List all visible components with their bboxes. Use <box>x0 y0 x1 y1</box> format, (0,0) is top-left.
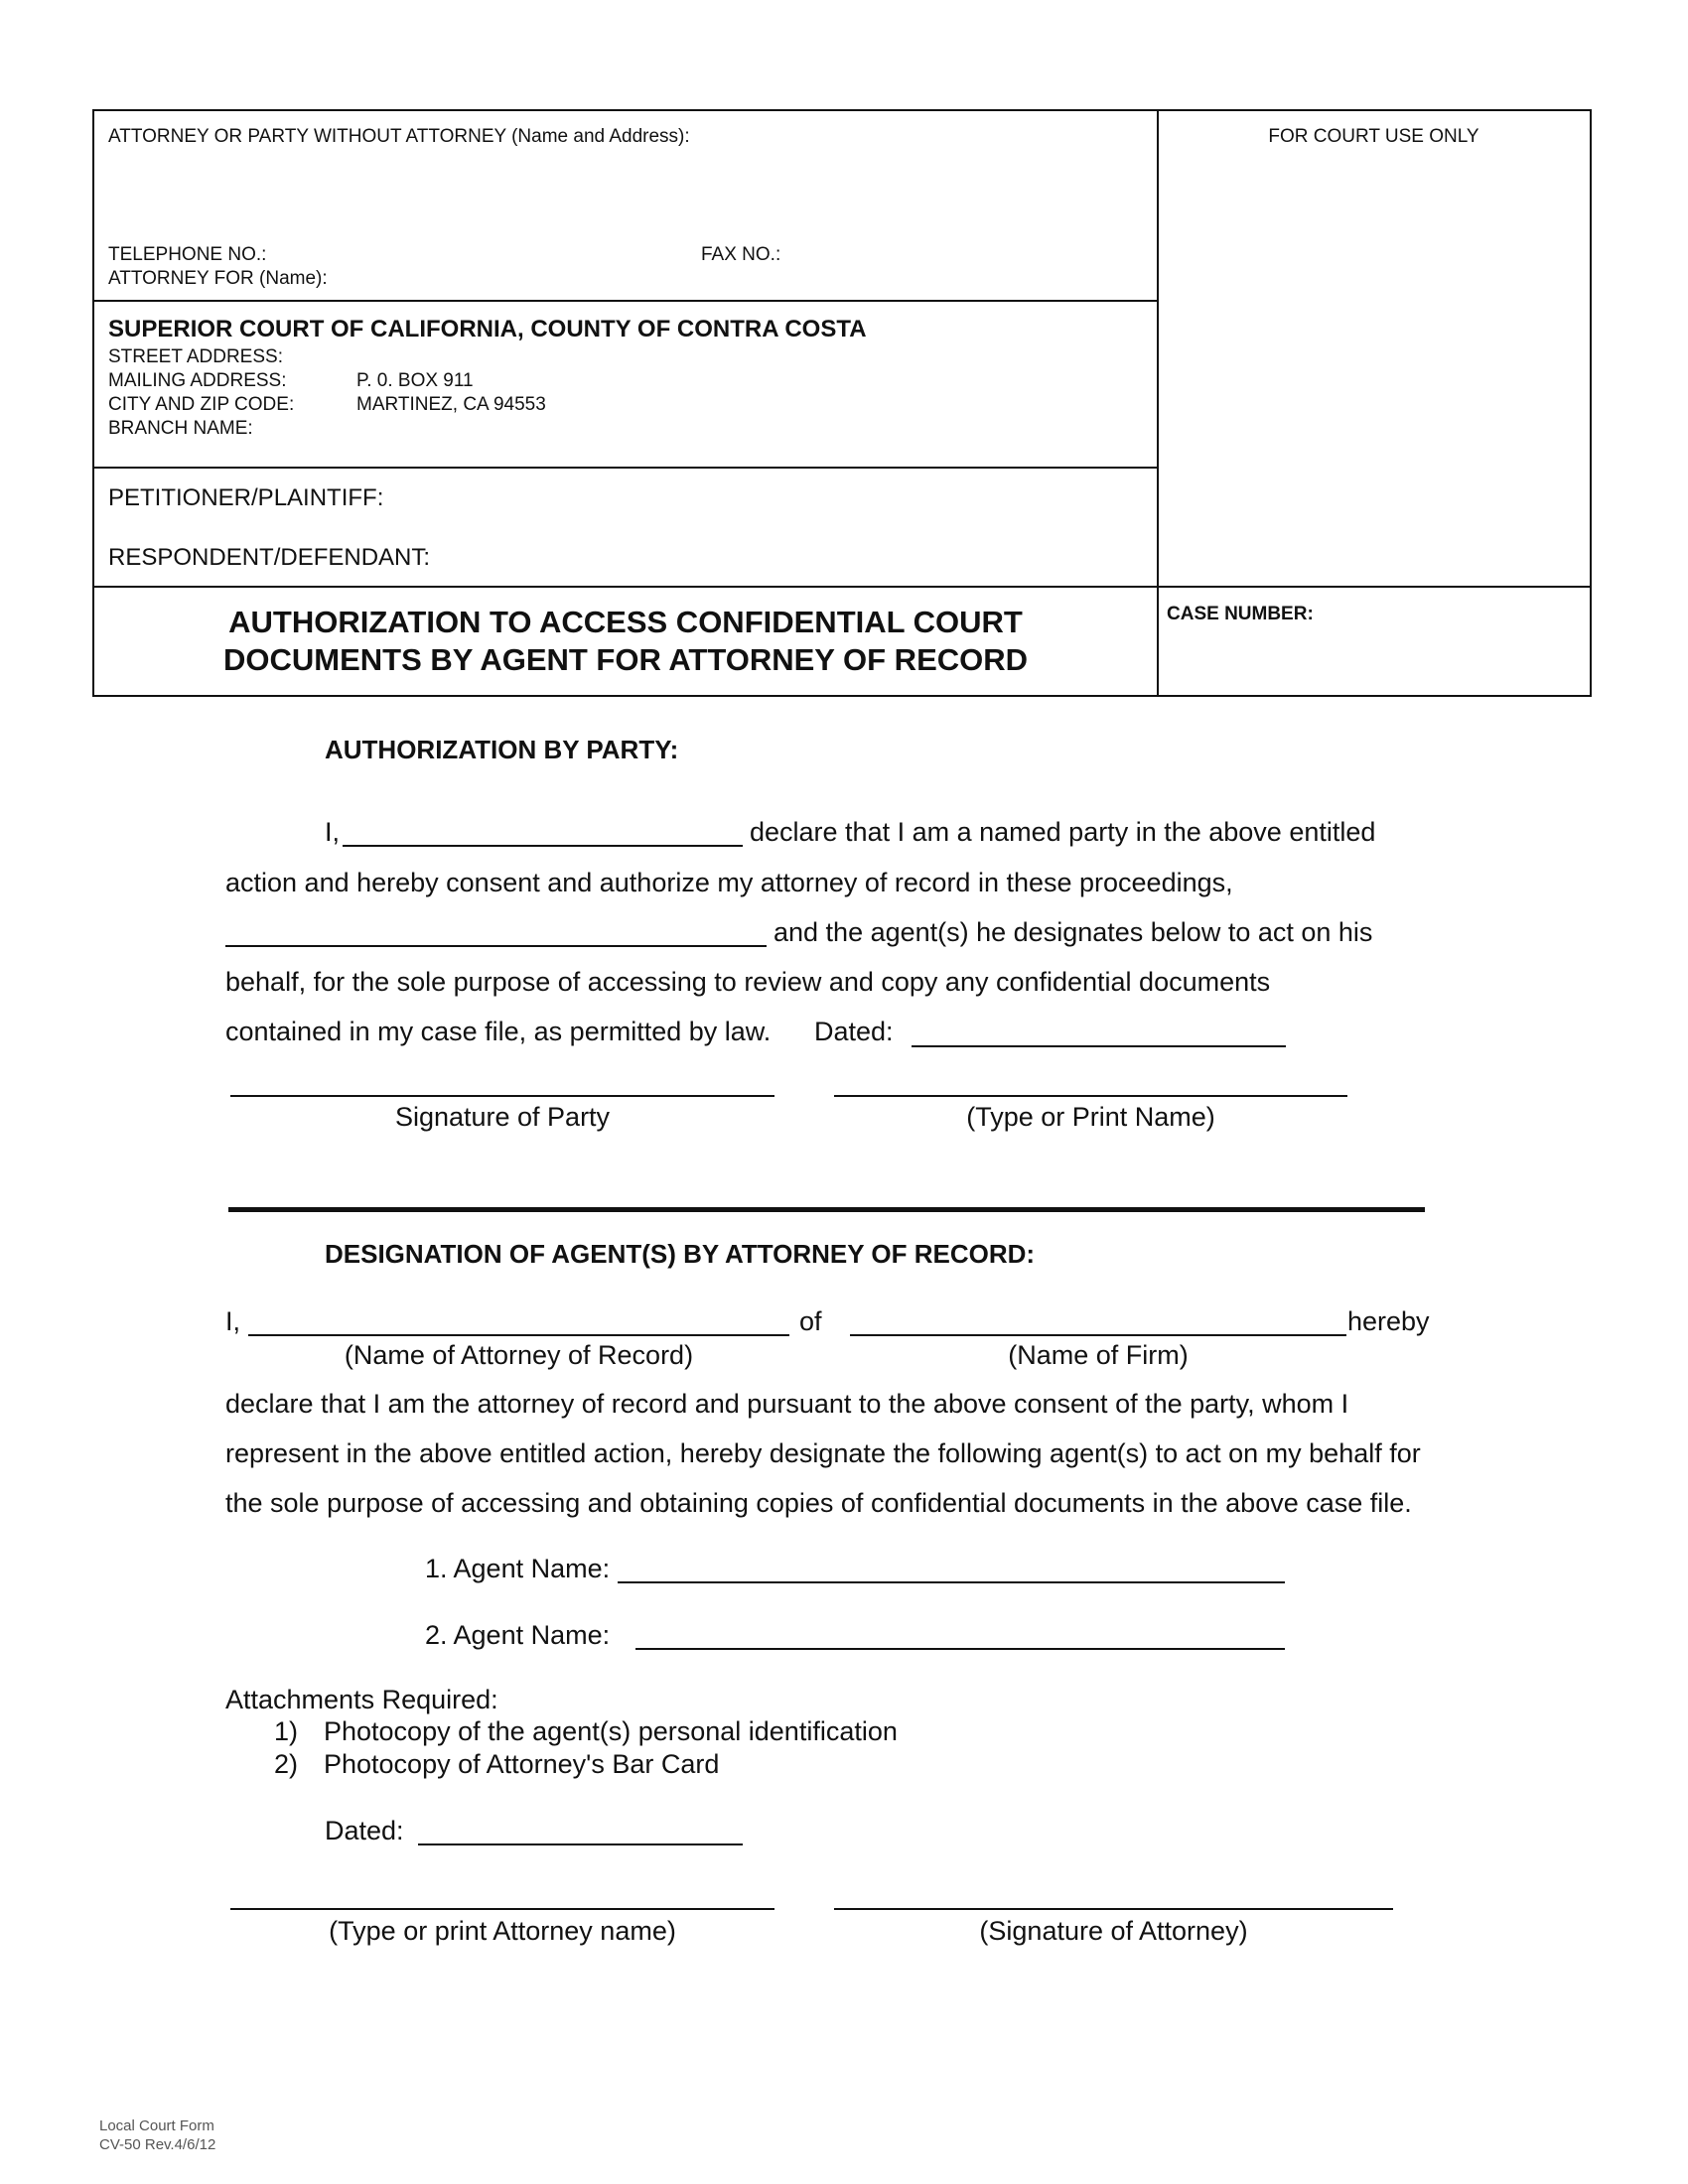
city-label: CITY AND ZIP CODE: <box>108 394 295 415</box>
agent2-name-field[interactable] <box>635 1648 1285 1650</box>
attachment-1-text: Photocopy of the agent(s) personal identification <box>324 1716 898 1746</box>
mailing-label: MAILING ADDRESS: <box>108 370 287 391</box>
agent1-label: 1. Agent Name: <box>425 1554 611 1583</box>
designation-heading: DESIGNATION OF AGENT(S) BY ATTORNEY OF RECORD: <box>325 1239 1036 1269</box>
attorney-print-name-field[interactable] <box>230 1908 774 1910</box>
attachment-2-num: 2) <box>274 1749 299 1779</box>
attorney-signature-field[interactable] <box>834 1908 1393 1910</box>
party-dated-field[interactable] <box>912 1045 1286 1047</box>
firm-caption: (Name of Firm) <box>1008 1340 1189 1370</box>
row-divider <box>94 467 1157 469</box>
party-line2-text: action and hereby consent and authorize my attorney of record in these proceedings, <box>225 868 1233 897</box>
street-label: STREET ADDRESS: <box>108 346 283 367</box>
row-divider <box>94 300 1157 302</box>
section-divider <box>228 1207 1425 1212</box>
form-title-line1: AUTHORIZATION TO ACCESS CONFIDENTIAL COURT <box>228 605 1023 639</box>
party-print-name-field[interactable] <box>834 1095 1347 1097</box>
caption-table <box>92 109 1592 697</box>
party-line4-text: behalf, for the sole purpose of accessing to review and copy any confidential documents <box>225 967 1271 997</box>
signature-attorney-caption: (Signature of Attorney) <box>979 1916 1248 1946</box>
designation-line2: declare that I am the attorney of record and pursuant to the above consent of the party, whom I <box>225 1389 1349 1419</box>
attorney-label: ATTORNEY OR PARTY WITHOUT ATTORNEY (Name and Address): <box>108 126 690 147</box>
party-line1-text: declare that I am a named party in the above entitled <box>750 817 1376 847</box>
attorney-of-record-field[interactable] <box>225 945 767 947</box>
fax-label: FAX NO.: <box>701 244 781 265</box>
attorney-dated-label: Dated: <box>325 1816 404 1845</box>
print-attorney-caption: (Type or print Attorney name) <box>329 1916 676 1946</box>
telephone-label: TELEPHONE NO.: <box>108 244 267 265</box>
attachment-2-text: Photocopy of Attorney's Bar Card <box>324 1749 720 1779</box>
attorney-dated-field[interactable] <box>418 1843 743 1845</box>
hereby-label: hereby <box>1347 1306 1430 1336</box>
party-dated-label: Dated: <box>814 1017 894 1046</box>
print-name-caption: (Type or Print Name) <box>966 1102 1215 1132</box>
designation-line3: represent in the above entitled action, hereby designate the following agent(s) to act on my behalf for <box>225 1438 1421 1468</box>
party-signature-field[interactable] <box>230 1095 774 1097</box>
column-divider <box>1157 111 1159 695</box>
signature-of-party-caption: Signature of Party <box>394 1102 611 1132</box>
petitioner-label: PETITIONER/PLAINTIFF: <box>108 484 384 511</box>
party-i-label: I, <box>325 817 341 847</box>
form-title-line2: DOCUMENTS BY AGENT FOR ATTORNEY OF RECORD <box>222 642 1029 677</box>
court-name: SUPERIOR COURT OF CALIFORNIA, COUNTY OF CONTRA COSTA <box>108 316 867 342</box>
attorney-of-record-caption: (Name of Attorney of Record) <box>344 1340 694 1370</box>
branch-label: BRANCH NAME: <box>108 418 253 439</box>
footer-form-number: CV-50 Rev.4/6/12 <box>99 2136 216 2153</box>
party-line3-text: and the agent(s) he designates below to act on his <box>774 917 1373 947</box>
party-heading: AUTHORIZATION BY PARTY: <box>325 735 679 764</box>
attorney-for-label: ATTORNEY FOR (Name): <box>108 268 328 289</box>
row-divider <box>94 586 1590 588</box>
firm-name-field[interactable] <box>850 1334 1346 1336</box>
city-value: MARTINEZ, CA 94553 <box>356 394 546 415</box>
designation-line4: the sole purpose of accessing and obtaining copies of confidential documents in the above case file. <box>225 1488 1412 1518</box>
case-number-label: CASE NUMBER: <box>1167 604 1314 624</box>
attorney-name-field[interactable] <box>248 1334 789 1336</box>
mailing-value: P. 0. BOX 911 <box>356 370 474 391</box>
attachments-heading: Attachments Required: <box>225 1685 498 1714</box>
agent1-name-field[interactable] <box>618 1581 1285 1583</box>
attachment-1-num: 1) <box>274 1716 299 1746</box>
court-use-label: FOR COURT USE ONLY <box>1268 126 1479 147</box>
of-label: of <box>799 1306 822 1336</box>
footer-form-type: Local Court Form <box>99 2117 214 2134</box>
party-name-field[interactable] <box>343 845 743 847</box>
designation-i-label: I, <box>225 1306 241 1336</box>
party-line5-text: contained in my case file, as permitted by law. <box>225 1017 772 1046</box>
agent2-label: 2. Agent Name: <box>425 1620 611 1650</box>
respondent-label: RESPONDENT/DEFENDANT: <box>108 544 431 571</box>
